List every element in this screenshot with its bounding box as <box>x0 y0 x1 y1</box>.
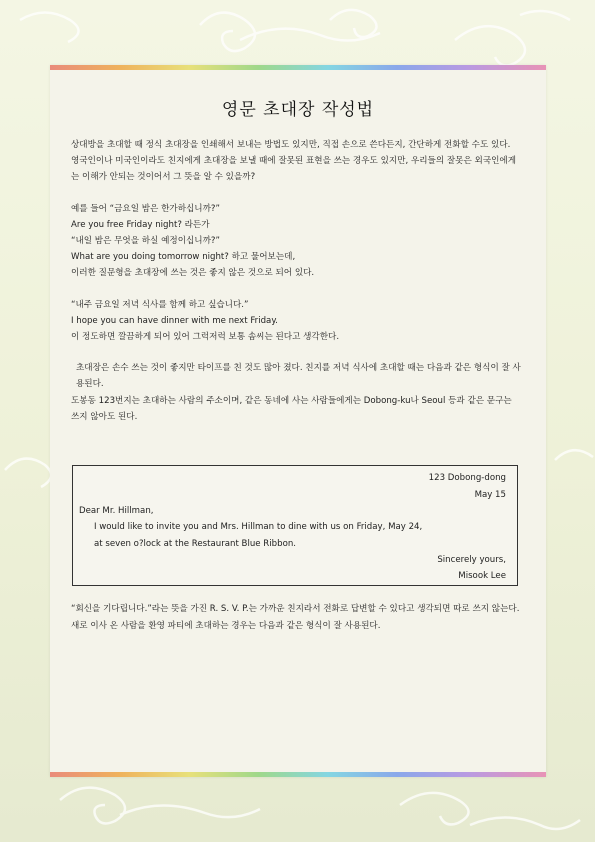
example-invite-ko: “내주 금요일 저녁 식사를 함께 하고 싶습니다.” <box>71 299 249 310</box>
paragraph-address: 도봉동 123번지는 초대하는 사람의 주소이며, 같은 동네에 사는 사람들에게는 Dobong-ku나 Seoul 등과 같은 문구는 쓰지 않아도 된다. <box>71 395 512 422</box>
paragraph-rsvp: “회신을 기다립니다.”라는 뜻을 가진 R. S. V. P.는 가까운 친지라서 전화로 답변할 수 있다고 생각되면 따로 쓰지 않는다. 새로 이사 온 사람을 환영 파티에 초대하는 경우는 다음과 같은 형식이 잘 사용된다. <box>71 604 520 631</box>
paragraph-intro: 상대방을 초대할 때 정식 초대장을 인쇄해서 보내는 방법도 있지만, 직접 손으로 쓴다든지, 간단하게 전화할 수도 있다. <box>71 140 511 150</box>
letter-salutation: Dear Mr. Hillman, <box>79 506 154 516</box>
letter-signature: Misook Lee <box>458 571 506 581</box>
letter-date: May 15 <box>474 490 506 500</box>
example-question-ko-1: 예를 들어 “금요일 밤은 한가하십니까?” <box>71 203 220 214</box>
letter-address: 123 Dobong-dong <box>428 473 506 483</box>
letter-body-line-2: at seven o?lock at the Restaurant Blue Ribbon. <box>94 539 297 549</box>
paragraph-note: 이러한 질문형을 초대장에 쓰는 것은 좋지 않은 것으로 되어 있다. <box>71 268 315 279</box>
paragraph-mistakes: 영국인이나 미국인이라도 친지에게 초대장을 보낼 때에 잘못된 표현을 쓰는 경우도 있지만, 우리들의 잘못은 외국인에게는 이해가 안되는 것이어서 그 뜻을 알 수 있을까? <box>71 156 517 183</box>
letter-example-box <box>72 465 518 586</box>
example-question-ko-2: “내일 밤은 무엇을 하실 예정이십니까?” <box>71 236 220 247</box>
document-page <box>50 65 546 777</box>
body-text <box>71 137 521 425</box>
letter-body-line-1: I would like to invite you and Mrs. Hillman to dine with us on Friday, May 24, <box>94 522 423 532</box>
example-question-en-2: What are you doing tomorrow night? 하고 물어보는데, <box>71 252 296 263</box>
top-rainbow-border <box>50 65 546 70</box>
page-title: 영문 초대장 작성법 <box>221 100 375 120</box>
example-question-en-1: Are you free Friday night? 라든가 <box>71 219 210 230</box>
example-invite-en: I hope you can have dinner with me next Friday. <box>71 315 278 326</box>
bottom-rainbow-border <box>50 772 546 777</box>
letter-closing: Sincerely yours, <box>437 555 506 565</box>
paragraph-format: 초대장은 손수 쓰는 것이 좋지만 타이프를 친 것도 많아 졌다. 친지를 저녁 식사에 초대할 때는 다음과 같은 형식이 잘 사용된다. <box>76 363 521 390</box>
paragraph-comment: 이 정도하면 깔끔하게 되어 있어 그럭저럭 보통 솜씨는 된다고 생각한다. <box>71 332 340 343</box>
